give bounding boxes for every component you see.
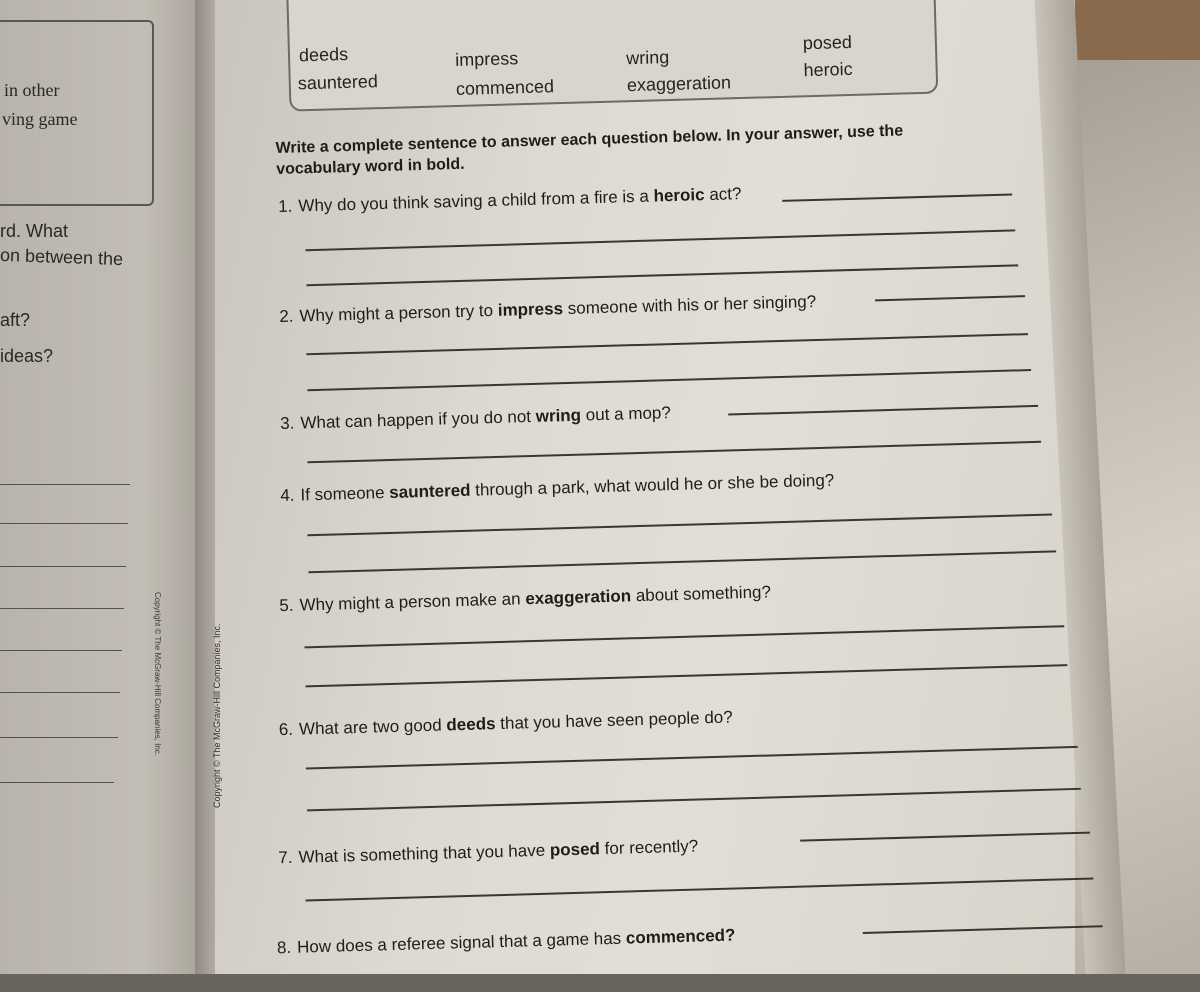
vocab-word: sauntered	[389, 480, 471, 503]
left-fragment: in other	[4, 80, 60, 100]
instructions: Write a complete sentence to answer each question below. In your answer, use the vocabulary word in bold.	[275, 122, 904, 179]
question-4	[280, 471, 834, 506]
left-fragment: on between the	[0, 244, 124, 270]
vocab-word: posed	[549, 839, 601, 860]
answer-line[interactable]	[863, 925, 1103, 933]
answer-line[interactable]	[728, 405, 1038, 415]
left-fragment: ideas?	[0, 346, 54, 366]
question-7	[278, 837, 698, 869]
answer-line[interactable]	[800, 832, 1090, 842]
question-number: 7.	[278, 847, 293, 868]
question-text: someone with his or her singing?	[567, 292, 817, 318]
word-bank-word: impress	[454, 48, 519, 70]
question-text: for recently?	[604, 836, 699, 859]
left-copyright: Copyright © The McGraw-Hill Companies, Inc.	[153, 592, 162, 757]
question-number: 5.	[279, 595, 294, 616]
word-bank-word: commenced	[455, 76, 555, 99]
question-text: What is something that you have	[298, 840, 546, 867]
answer-line[interactable]	[305, 229, 1015, 250]
question-number: 8.	[276, 937, 292, 958]
answer-line[interactable]	[306, 333, 1028, 355]
question-number: 2.	[279, 306, 294, 327]
vocab-word: commenced	[625, 925, 726, 948]
vocab-word: impress	[497, 299, 564, 320]
question-text: If someone	[300, 483, 385, 505]
question-text: out a mop?	[585, 403, 672, 425]
left-fragment: ving game	[2, 109, 78, 129]
question-text: Why might a person try to	[299, 301, 494, 326]
vocab-word: wring	[535, 405, 582, 426]
answer-line[interactable]	[307, 788, 1081, 811]
answer-line[interactable]	[307, 514, 1052, 536]
answer-line[interactable]	[305, 625, 1065, 648]
question-text: through a park, what would he or she be doing?	[474, 470, 835, 500]
word-bank-word: sauntered	[297, 71, 379, 94]
question-1	[278, 184, 742, 217]
question-8	[277, 926, 736, 959]
question-text: that you have seen people do?	[499, 707, 733, 733]
vocab-word: heroic	[653, 185, 705, 206]
question-number: 4.	[280, 485, 295, 506]
vocab-word: deeds	[446, 714, 496, 735]
answer-line[interactable]	[306, 264, 1018, 285]
answer-line[interactable]	[875, 295, 1025, 301]
word-bank-word: exaggeration	[626, 72, 732, 96]
question-2	[279, 292, 816, 327]
answer-line[interactable]	[308, 550, 1056, 572]
question-number: 1.	[277, 196, 293, 216]
word-bank-word: deeds	[298, 43, 349, 66]
question-number: 3.	[280, 413, 295, 434]
word-bank-word: wring	[625, 47, 670, 69]
question-text: about something?	[635, 582, 772, 606]
answer-line[interactable]	[306, 877, 1094, 901]
left-fragment: rd. What	[0, 221, 69, 241]
answer-line[interactable]	[307, 369, 1031, 391]
question-text: What can happen if you do not	[300, 407, 532, 433]
left-fragment: aft?	[0, 310, 31, 330]
question-3	[280, 403, 671, 434]
question-text: What are two good	[298, 715, 442, 739]
word-bank	[286, 0, 938, 112]
answer-line[interactable]	[782, 193, 1012, 201]
answer-line[interactable]	[307, 441, 1041, 463]
vocab-word: exaggeration	[525, 586, 632, 609]
answer-line[interactable]	[306, 664, 1068, 687]
question-number: 6.	[278, 719, 294, 740]
question-5	[279, 582, 771, 616]
question-text: How does a referee signal that a game has	[296, 928, 622, 957]
question-text: act?	[709, 184, 742, 204]
question-text: ?	[724, 925, 736, 945]
page-copyright: Copyright © The McGraw-Hill Companies, Inc.	[212, 623, 222, 808]
answer-line[interactable]	[306, 746, 1078, 769]
word-bank-word: heroic	[803, 58, 853, 81]
question-6	[279, 708, 733, 741]
question-text: Why do you think saving a child from a fire is a	[298, 186, 650, 216]
word-bank-word: posed	[802, 31, 853, 54]
question-text: Why might a person make an	[299, 589, 521, 615]
